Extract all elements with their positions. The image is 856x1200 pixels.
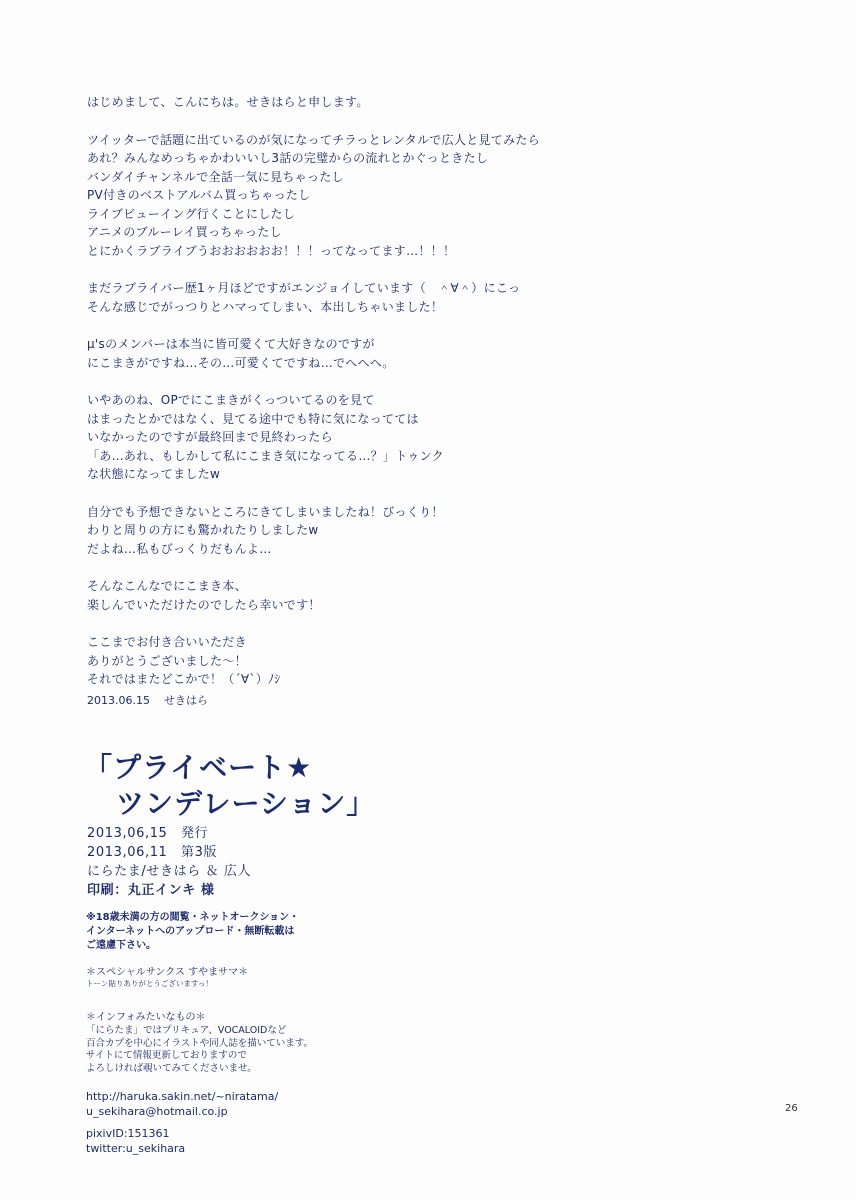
afterword-author: せきはら [163,694,208,707]
afterword-line: いやあのね、OPでにこまきがくっついてるのを見て [87,393,375,407]
circle-authors: にらたま/せきはら ＆ 広人 [87,864,252,879]
afterword-line: 「あ…あれ、もしかして私にこまき気になってる…？」トゥンク [87,448,444,463]
afterword-line: にこまきがですね…その…可愛くてですね…でへへへ。 [87,355,395,370]
info-line: よろしければ覗いてみてくださいませ。 [86,1062,257,1074]
circle-info [86,1011,313,1075]
pixiv-id: pixivID:151361 [86,1127,170,1140]
afterword-line: はまったとかではなく、見てる途中でも特に気になってては [87,411,419,426]
afterword-line: バンダイチャンネルで全話一気に見ちゃったし [87,169,344,184]
book-title-line-2: ツンデレーション」 [116,787,376,820]
thanks-heading: ＊スペシャルサンクス すやまサマ＊ [86,967,249,978]
afterword-paragraph [87,577,787,614]
afterword-line: ツイッターで話題に出ているのが気になってチラっとレンタルで広人と見てみたら [87,132,541,147]
contact-links [86,1089,278,1156]
afterword-date: 2013.06.15 [87,694,150,707]
afterword-line: そんなこんなでにこまき本、 [87,579,247,593]
twitter-handle: twitter:u_sekihara [86,1142,186,1155]
afterword-paragraph [87,335,787,372]
book-title-line-1: 「プライベート★ [84,751,313,784]
notice-line: インターネットへのアップロード・無断転載は [86,926,295,937]
colophon [87,824,251,900]
afterword-paragraph [87,391,787,484]
age-notice [86,911,299,953]
website-url: http://haruka.sakin.net/~niratama/ [86,1090,279,1103]
afterword-line: いなかったのですが最終回まで見終わったら [87,430,333,444]
afterword-line: PV付きのベストアルバム買っちゃったし [87,188,311,202]
publish-date: 2013,06,15 発行 [87,826,209,841]
book-title [84,750,375,822]
afterword-line: そんな感じでがっつりとハマってしまい、本出しちゃいました！ [87,299,444,314]
afterword-line: ありがとうございました～！ [87,653,247,668]
afterword-line: はじめまして、こんにちは。せきはらと申します。 [87,95,369,109]
afterword-line: アニメのブルーレイ買っちゃったし [87,225,282,239]
printer: 印刷：丸正インキ 様 [87,883,215,898]
afterword-line: 自分でも予想できないところにきてしまいましたね！びっくり！ [87,504,444,519]
info-heading: ＊インフォみたいなもの＊ [86,1012,206,1023]
afterword-paragraph [87,503,787,559]
afterword-line: ここまでお付き合いいただき [87,635,247,649]
afterword-line: あれ？みんなめっちゃかわいいし3話の完璧からの流れとかぐっときたし [87,151,489,165]
email-address: u_sekihara@hotmail.co.jp [86,1105,228,1118]
afterword-line: それではまたどこかで！（´∀`）ﾉｼ [87,672,281,686]
edition-date: 2013,06,11 第3版 [87,845,218,860]
afterword-line: ライブビューイング行くことにしたし [87,206,296,221]
afterword-paragraph [87,633,787,689]
afterword-line: わりと周りの方にも驚かれたりしましたw [87,523,319,537]
afterword-line: とにかくラブライブうおおおおおお！！！ってなってます…！！！ [87,243,456,258]
afterword-line: μ'sのメンバーは本当に皆可愛くて大好きなのですが [87,337,375,351]
afterword-signature [87,692,208,708]
page-number: 26 [785,1103,798,1114]
info-line: 「にらたま」ではプリキュア、VOCALOIDなど [86,1025,287,1036]
afterword-line: 楽しんでいただけたのでしたら幸いです！ [87,597,321,612]
special-thanks [86,966,248,989]
afterword-text [87,93,787,708]
notice-line: ご遠慮下さい。 [86,940,156,951]
info-line: サイトにて情報更新しておりますので [86,1050,247,1061]
afterword-line: な状態になってましたw [87,467,221,481]
afterword-paragraph [87,131,787,261]
info-line: 百合カプを中心にイラストや同人誌を描いています。 [86,1037,313,1049]
afterword-line: まだラブライバー歴1ヶ月ほどですがエンジョイしています（ ＾∀＾）にこっ [87,281,521,295]
afterword-line: だよね…私もびっくりだもんよ… [87,541,272,556]
afterword-paragraph [87,93,787,112]
afterword-paragraph [87,279,787,316]
thanks-note: トーン貼りありがとうございますっ！ [86,979,213,988]
notice-line: ※18歳未満の方の閲覧・ネットオークション・ [86,912,300,923]
